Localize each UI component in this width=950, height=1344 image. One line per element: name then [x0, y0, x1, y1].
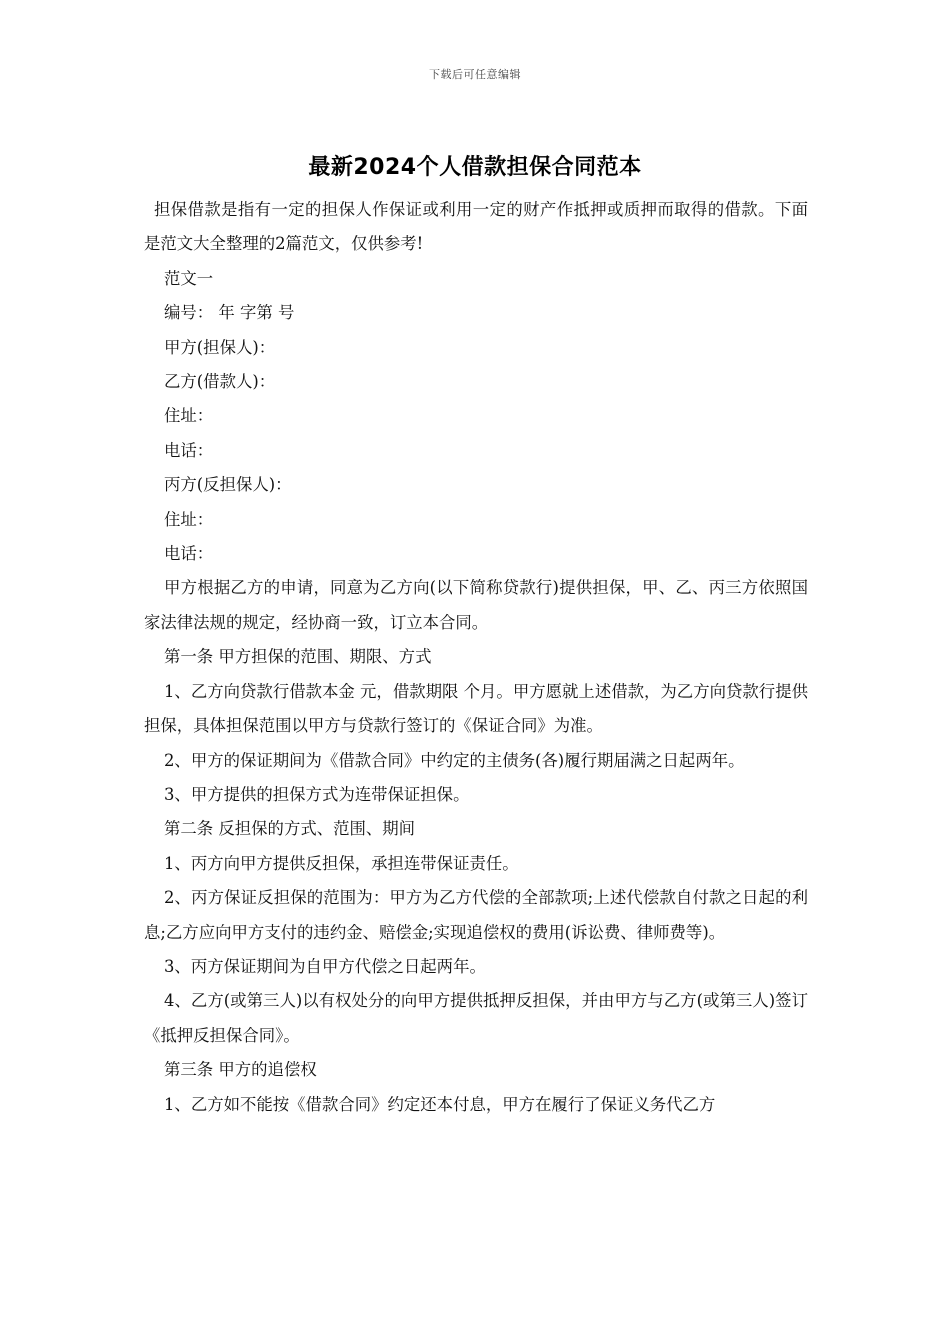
article-heading: 第三条 甲方的追偿权	[164, 1060, 317, 1080]
field-phone: 电话：	[164, 440, 214, 460]
document-title: 最新2024个人借款担保合同范本	[308, 155, 642, 180]
article-heading: 第二条 反担保的方式、范围、期间	[164, 819, 416, 839]
article-heading: 第一条 甲方担保的范围、期限、方式	[164, 647, 432, 667]
clause-paragraph: 1、丙方向甲方提供反担保，承担连带保证责任。	[164, 853, 519, 873]
field-address: 住址：	[164, 406, 214, 426]
header-note: 下载后可任意编辑	[429, 68, 521, 81]
intro-paragraph: 担保借款是指有一定的担保人作保证或利用一定的财产作抵押或质押而取得的借款。下面是范文大全整理的2篇范文，仅供参考!	[144, 200, 808, 254]
field-phone: 电话：	[164, 544, 214, 564]
section-label: 范文一	[164, 268, 214, 288]
document-body	[144, 193, 808, 1122]
clause-paragraph: 1、乙方如不能按《借款合同》约定还本付息，甲方在履行了保证义务代乙方	[164, 1094, 716, 1114]
preamble-paragraph: 甲方根据乙方的申请，同意为乙方向(以下简称贷款行)提供担保，甲、乙、丙三方依照国家法律法规的规定，经协商一致，订立本合同。	[144, 578, 808, 632]
clause-paragraph: 3、丙方保证期间为自甲方代偿之日起两年。	[164, 956, 486, 976]
field-party-b: 乙方(借款人)：	[164, 372, 276, 392]
field-address: 住址：	[164, 509, 214, 529]
field-party-c: 丙方(反担保人)：	[164, 475, 292, 495]
clause-paragraph: 3、甲方提供的担保方式为连带保证担保。	[164, 784, 470, 804]
field-number: 编号： 年 字第 号	[164, 303, 295, 323]
clause-paragraph: 4、乙方(或第三人)以有权处分的向甲方提供抵押反担保，并由甲方与乙方(或第三人)签订《抵押反担保合同》。	[144, 991, 808, 1045]
clause-paragraph: 2、甲方的保证期间为《借款合同》中约定的主债务(各)履行期届满之日起两年。	[164, 750, 745, 770]
field-party-a: 甲方(担保人)：	[164, 337, 276, 357]
clause-paragraph: 1、乙方向贷款行借款本金 元，借款期限 个月。甲方愿就上述借款，为乙方向贷款行提供担保，具体担保范围以甲方与贷款行签订的《保证合同》为准。	[144, 681, 808, 736]
clause-paragraph: 2、丙方保证反担保的范围为：甲方为乙方代偿的全部款项;上述代偿款自付款之日起的利息;乙方应向甲方支付的违约金、赔偿金;实现追偿权的费用(诉讼费、律师费等)。	[144, 888, 808, 942]
